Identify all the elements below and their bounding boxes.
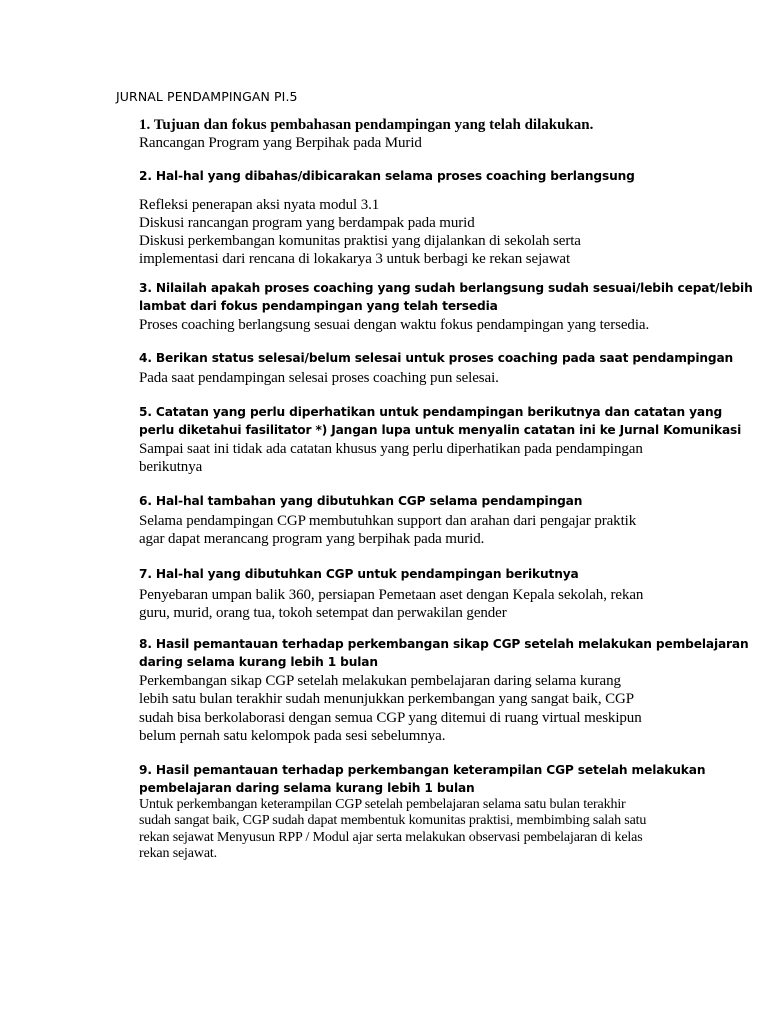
question-heading: 8. Hasil pemantauan terhadap perkembangan sikap CGP setelah melakukan pembelajaran xyxy=(139,637,749,651)
answer-line: Selama pendampingan CGP membutuhkan support dan arahan dari pengajar praktik xyxy=(139,512,637,529)
answer-line: sudah sangat baik, CGP sudah dapat membentuk komunitas praktisi, membimbing salah satu xyxy=(139,813,647,829)
section-6 xyxy=(139,493,684,548)
question-heading: 6. Hal-hal tambahan yang dibutuhkan CGP selama pendampingan xyxy=(139,494,583,508)
question-heading: 7. Hal-hal yang dibutuhkan CGP untuk pendampingan berikutnya xyxy=(139,567,579,581)
answer-line: belum pernah satu kelompok pada sesi sebelumnya. xyxy=(139,727,446,744)
question-heading: 1. Tujuan dan fokus pembahasan pendampingan yang telah dilakukan. xyxy=(139,117,594,133)
section-8 xyxy=(139,636,749,745)
question-heading: 2. Hal-hal yang dibahas/dibicarakan selama proses coaching berlangsung xyxy=(139,169,635,183)
question-heading: 4. Berikan status selesai/belum selesai untuk proses coaching pada saat pendampingan xyxy=(139,351,734,365)
section-2 xyxy=(139,168,684,269)
answer-line: Diskusi rancangan program yang berdampak pada murid xyxy=(139,214,475,231)
section-9 xyxy=(139,762,706,862)
question-heading: perlu diketahui fasilitator *) Jangan lupa untuk menyalin catatan ini ke Jurnal Komunikasi xyxy=(139,422,742,437)
question-heading: lambat dari fokus pendampingan yang telah tersedia xyxy=(139,298,498,313)
answer-line: Diskusi perkembangan komunitas praktisi yang dijalankan di sekolah serta xyxy=(139,233,581,250)
section-7 xyxy=(139,566,684,622)
answer-line: berikutnya xyxy=(139,459,203,476)
answer-line: implementasi dari rencana di lokakarya 3 untuk berbagi ke rekan sejawat xyxy=(139,251,571,268)
section-1 xyxy=(139,115,684,152)
question-heading: daring selama kurang lebih 1 bulan xyxy=(139,654,378,669)
answer-line: Untuk perkembangan keterampilan CGP setelah pembelajaran selama satu bulan terakhir xyxy=(139,797,626,812)
section-5 xyxy=(139,404,742,477)
answer-line: Penyebaran umpan balik 360, persiapan Pemetaan aset dengan Kepala sekolah, rekan xyxy=(139,586,644,603)
answer-block xyxy=(139,196,684,269)
answer-line: agar dapat merancang program yang berpihak pada murid. xyxy=(139,530,485,547)
answer-line: lebih satu bulan terakhir sudah menunjukkan perkembangan yang sangat baik, CGP xyxy=(139,691,634,708)
answer-line: Refleksi penerapan aksi nyata modul 3.1 xyxy=(139,196,380,213)
question-heading: pembelajaran daring selama kurang lebih 1 bulan xyxy=(139,780,475,795)
answer-line: Perkembangan sikap CGP setelah melakukan pembelajaran daring selama kurang xyxy=(139,673,621,689)
answer-line: rekan sejawat Menyusun RPP / Modul ajar serta melakukan observasi pembelajaran di kelas xyxy=(139,829,643,845)
section-4 xyxy=(139,350,734,387)
section-3 xyxy=(139,280,753,334)
document-title: JURNAL PENDAMPINGAN PI.5 xyxy=(116,89,298,104)
answer-line: rekan sejawat. xyxy=(139,845,217,861)
answer-line: sudah bisa berkolaborasi dengan semua CGP yang ditemui di ruang virtual meskipun xyxy=(139,709,642,726)
answer-line: Pada saat pendampingan selesai proses coaching pun selesai. xyxy=(139,369,499,386)
question-heading: 5. Catatan yang perlu diperhatikan untuk pendampingan berikutnya dan catatan yang xyxy=(139,405,723,419)
answer-line: Sampai saat ini tidak ada catatan khusus yang perlu diperhatikan pada pendampingan xyxy=(139,441,643,457)
question-heading: 9. Hasil pemantauan terhadap perkembangan keterampilan CGP setelah melakukan xyxy=(139,763,706,777)
answer-line: guru, murid, orang tua, tokoh setempat dan perwakilan gender xyxy=(139,604,507,621)
answer-line: Proses coaching berlangsung sesuai dengan waktu fokus pendampingan yang tersedia. xyxy=(139,317,650,333)
answer-line: Rancangan Program yang Berpihak pada Murid xyxy=(139,135,422,151)
question-heading: 3. Nilailah apakah proses coaching yang sudah berlangsung sudah sesuai/lebih cepat/lebih xyxy=(139,281,753,295)
